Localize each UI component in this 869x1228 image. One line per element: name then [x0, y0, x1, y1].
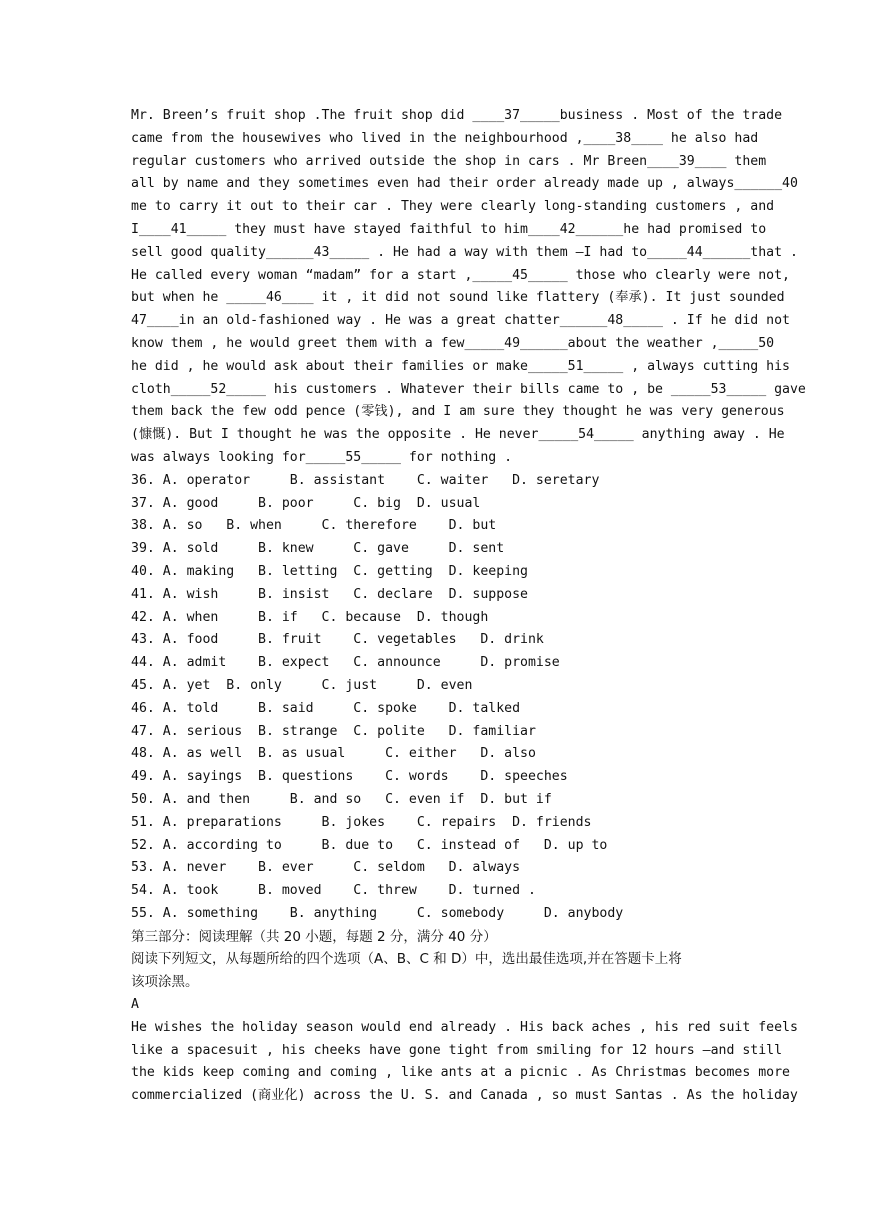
- passage-line: sell good quality______43_____ . He had a way with them —I had to_____44______that .: [131, 244, 798, 260]
- passage-a-line: He wishes the holiday season would end already . His back aches , his red suit feels: [131, 1019, 798, 1035]
- passage-line: came from the housewives who lived in the neighbourhood ,____38____ he also had: [131, 130, 759, 146]
- section-heading: 第三部分：阅读理解（共 20 小题，每题 2 分，满分 40 分）: [131, 928, 497, 945]
- question-options-row: 52. A. according to B. due to C. instead of D. up to: [131, 837, 608, 853]
- passage-line: regular customers who arrived outside the shop in cars . Mr Breen____39____ them: [131, 153, 767, 169]
- passage-a-line: the kids keep coming and coming , like ants at a picnic . As Christmas becomes more: [131, 1065, 790, 1081]
- passage-line: was always looking for_____55_____ for nothing .: [131, 449, 513, 465]
- question-options: [131, 470, 737, 926]
- question-options-row: 49. A. sayings B. questions C. words D. speeches: [131, 769, 568, 785]
- section-instruction-continued: 该项涂黑。: [131, 974, 199, 991]
- question-options-row: 39. A. sold B. knew C. gave D. sent: [131, 541, 505, 557]
- question-options-row: 53. A. never B. ever C. seldom D. always: [131, 860, 521, 876]
- question-options-row: 55. A. something B. anything C. somebody D. anybody: [131, 905, 624, 921]
- question-options-row: 47. A. serious B. strange C. polite D. familiar: [131, 723, 536, 739]
- question-options-row: 50. A. and then B. and so C. even if D. but if: [131, 791, 552, 807]
- question-options-row: 42. A. when B. if C. because D. though: [131, 609, 489, 625]
- passage-line: he did , he would ask about their families or make_____51_____ , always cutting his: [131, 358, 790, 374]
- question-options-row: 38. A. so B. when C. therefore D. but: [131, 518, 497, 534]
- passage-label: A: [131, 997, 139, 1013]
- question-options-row: 37. A. good B. poor C. big D. usual: [131, 495, 481, 511]
- question-options-row: 40. A. making B. letting C. getting D. keeping: [131, 563, 528, 579]
- passage-line: me to carry it out to their car . They were clearly long-standing customers , and: [131, 199, 775, 215]
- question-options-row: 54. A. took B. moved C. threw D. turned .: [131, 883, 536, 899]
- passage-a-line: commercialized (商业化) across the U. S. and Canada , so must Santas . As the holiday: [131, 1088, 798, 1104]
- question-options-row: 36. A. operator B. assistant C. waiter D. seretary: [131, 472, 600, 488]
- passage-line: all by name and they sometimes even had their order already made up , always______40: [131, 176, 798, 192]
- passage-line: I____41_____ they must have stayed faithful to him____42______he had promised to: [131, 221, 767, 237]
- question-options-row: 41. A. wish B. insist C. declare D. suppose: [131, 586, 528, 602]
- question-options-row: 48. A. as well B. as usual C. either D. also: [131, 746, 536, 762]
- question-options-row: 43. A. food B. fruit C. vegetables D. drink: [131, 632, 544, 648]
- passage-line: cloth_____52_____ his customers . Whatever their bills came to , be _____53_____ gave: [131, 381, 806, 397]
- cloze-passage: [131, 105, 806, 470]
- question-options-row: 45. A. yet B. only C. just D. even: [131, 677, 473, 693]
- question-options-row: 44. A. admit B. expect C. announce D. promise: [131, 655, 560, 671]
- reading-passage-a: [131, 1017, 798, 1108]
- passage-line: Mr. Breen’s fruit shop .The fruit shop did ____37_____business . Most of the trade: [131, 108, 783, 123]
- passage-line: He called every woman “madam” for a start ,_____45_____ those who clearly were not,: [131, 267, 790, 283]
- passage-line: know them , he would greet them with a few_____49______about the weather ,_____50: [131, 335, 775, 351]
- passage-line: but when he _____46____ it , it did not sound like flattery (奉承). It just sounded: [131, 290, 785, 306]
- passage-line: 47____in an old-fashioned way . He was a great chatter______48_____ . If he did not: [131, 313, 790, 329]
- question-options-row: 46. A. told B. said C. spoke D. talked: [131, 700, 521, 716]
- question-options-row: 51. A. preparations B. jokes C. repairs D. friends: [131, 814, 592, 830]
- section-instruction: 阅读下列短文，从每题所给的四个选项（A、B、C 和 D）中，选出最佳选项,并在答题卡上将: [131, 951, 682, 968]
- section-three: [131, 926, 737, 1017]
- passage-line: (慷慨). But I thought he was the opposite . He never_____54_____ anything away . He: [131, 427, 785, 443]
- passage-a-line: like a spacesuit , his cheeks have gone tight from smiling for 12 hours —and still: [131, 1042, 783, 1058]
- document-page: [131, 105, 806, 1108]
- passage-line: them back the few odd pence (零钱), and I am sure they thought he was very generous: [131, 404, 785, 420]
